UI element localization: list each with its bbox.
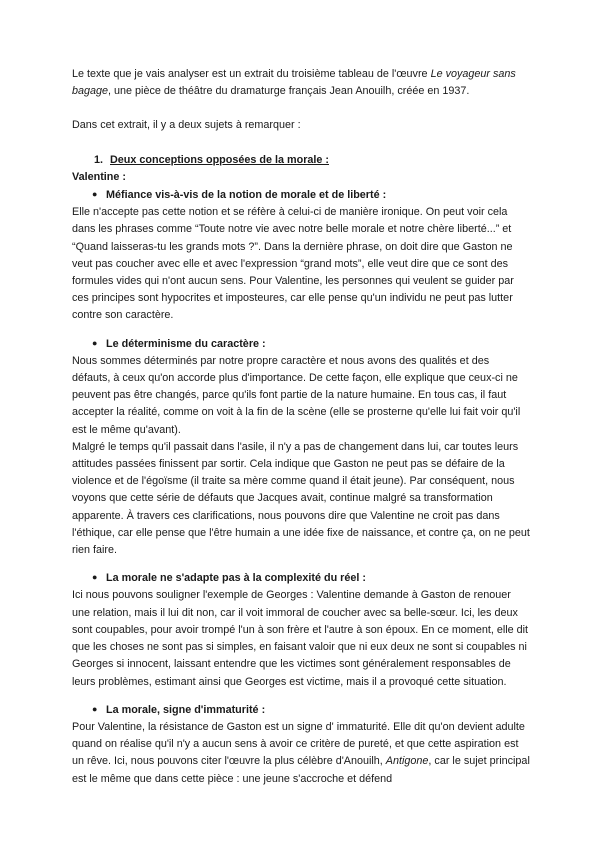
section-heading: 1. Deux conceptions opposées de la morale : <box>94 153 329 166</box>
intro-paragraph: Le texte que je vais analyser est un extrait du troisième tableau de l'œuvre Le voyageur sans bagage, une pièce de théâtre du dramaturge français Jean Anouilh, créée en 1937. <box>72 68 516 98</box>
paragraph: Pour Valentine, la résistance de Gaston est un signe d' immaturité. Elle dit qu'on devient adulte quand on réalise qu'il n'y a aucun sens à avoir ce critère de pureté, et que cette aspiration est un rêve. Ici, nous pouvons citer l'œuvre la plus célèbre d'Anouilh, Antigone, car le sujet principal est le même que dans cette pièce : une jeune s'accroche et défend <box>72 720 530 785</box>
bullet-heading: ● La morale, signe d'immaturité : <box>72 701 530 719</box>
paragraph: Ici nous pouvons souligner l'exemple de Georges : Valentine demande à Gaston de renouer une relation, mais il lui dit non, car il voit immoral de coucher avec sa belle-sœur. Ici, les deux sont coupables, pour avoir trompé l'un à son frère et l'autre à son époux. En ce moment, elle dit que les choses ne sont pas si simples, en faisant valoir que ni eux deux ne sont si coupables ni Georges si innocent, laissant entendre que les victimes sont généralement responsables de leurs problèmes, estimant ainsi que Georges est victime, mais il a provoqué cette situation. <box>72 589 529 688</box>
bullet-dot-icon: ● <box>92 337 98 348</box>
bullet-dot-icon: ● <box>92 703 98 714</box>
paragraph: Elle n'accepte pas cette notion et se réfère à celui-ci de manière ironique. On peut voir cela dans les phrases comme “Toute notre vie avec notre belle morale et notre chère liberté...” et “Quand laisseras-tu les grands mots ?”. Dans la dernière phrase, on doit dire que Gaston ne veut pas coucher avec elle et avec l'expression “grand mots”, elle veut dire que ce sont des formules vides qui n'ont aucun sens. Pour Valentine, les personnes qui veulent se guider par ces principes sont hypocrites et imposteures, car elle pense qu'un individu ne peut pas lutter contre son caractère. <box>72 206 514 322</box>
bullet-dot-icon: ● <box>92 189 98 200</box>
bullet-heading: ● Méfiance vis-à-vis de la notion de morale et de liberté : <box>72 186 530 204</box>
document-body <box>72 66 530 788</box>
work-title: Le voyageur sans bagage <box>72 68 516 98</box>
bullet-heading: ● Le déterminisme du caractère : <box>72 335 530 353</box>
bullet-heading: ● La morale ne s'adapte pas à la complexité du réel : <box>72 569 530 587</box>
subjects-intro: Dans cet extrait, il y a deux sujets à remarquer : <box>72 119 301 132</box>
bullet-dot-icon: ● <box>92 572 98 583</box>
speaker-label: Valentine : <box>72 170 127 183</box>
paragraph: Malgré le temps qu'il passait dans l'asile, il n'y a pas de changement dans lui, car toutes leurs attitudes passées finissent par sortir. Cela indique que Gaston ne peut pas se défaire de la violence et de l'égoïsme (il traite sa mère comme quand il était jeune). Par conséquent, nous voyons que cette série de défauts que Jacques avait, continue malgré sa transformation apparente. À travers ces clarifications, nous pouvons dire que Valentine ne croit pas dans l'éthique, car elle pense que l'être humain a une idée fixe de naissance, et contre ça, on ne peut rien faire. <box>72 440 530 557</box>
paragraph: Nous sommes déterminés par notre propre caractère et nous avons des qualités et des défauts, à ceux qu'on accorde plus d'importance. De cette façon, elle explique que ceux-ci ne peuvent pas être changés, parce qu'ils font partie de la nature humaine. En tous cas, il faut accepter la réalité, comme on voit à la fin de la scène (elle se prosterne qu'elle lui fait voir qu'il est le même qu'avant). <box>72 354 521 436</box>
work-title: Antigone <box>385 755 429 768</box>
